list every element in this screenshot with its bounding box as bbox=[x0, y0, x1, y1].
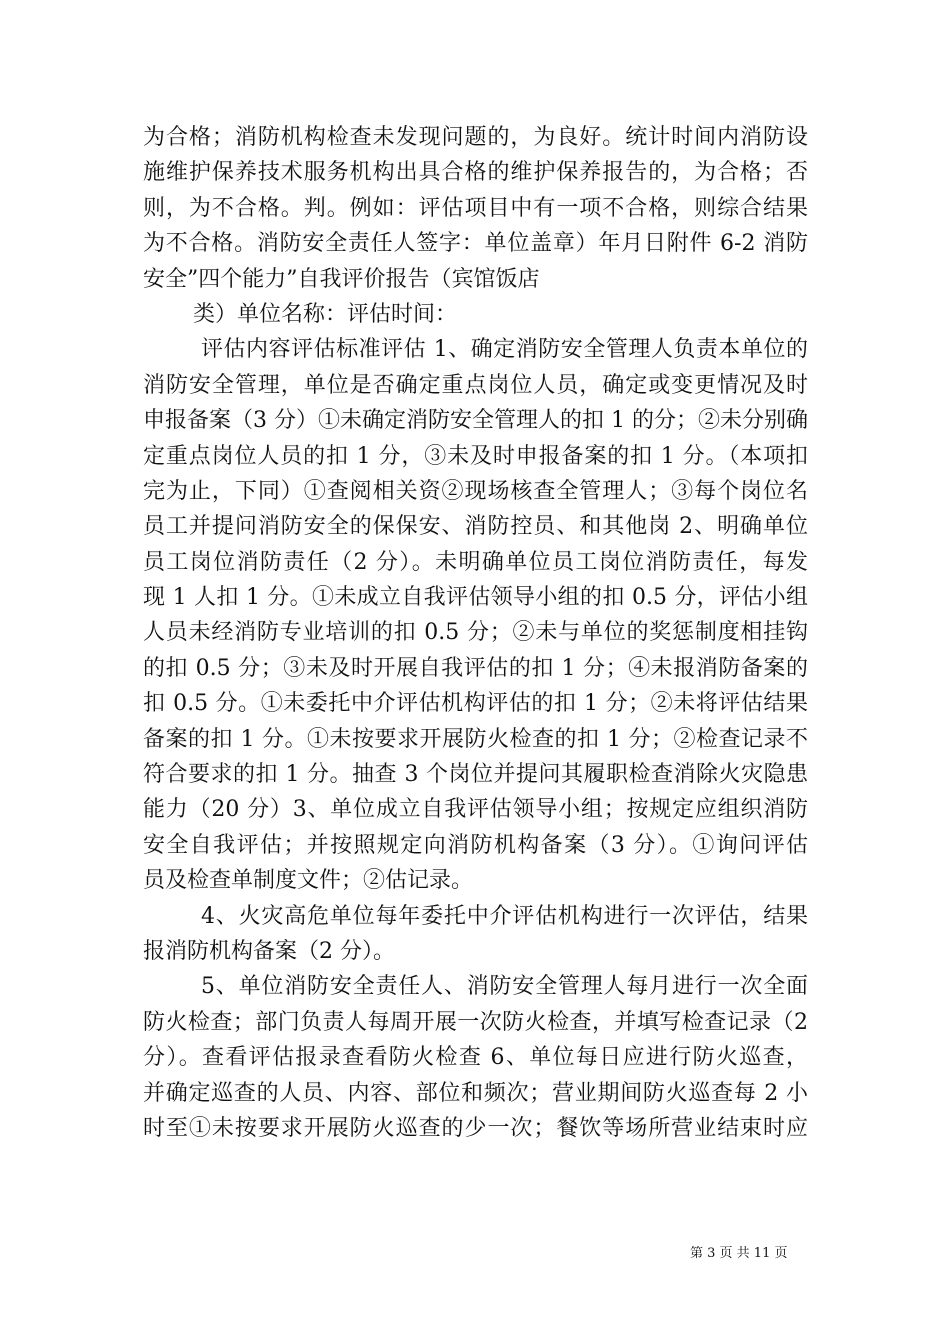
text-line: 申报备案（3 分）①未确定消防安全管理人的扣 1 的分；②未分别确 bbox=[143, 408, 808, 434]
text-line: 为不合格。消防安全责任人签字：单位盖章）年月日附件 6-2 消防 bbox=[143, 231, 808, 257]
paragraph-first-line: 5、单位消防安全责任人、消防安全管理人每月进行一次全面 bbox=[201, 974, 808, 1000]
text-line: 扣 0.5 分。①未委托中介评估机构评估的扣 1 分；②未将评估结果 bbox=[143, 691, 808, 717]
text-line: 则，为不合格。判。例如：评估项目中有一项不合格，则综合结果 bbox=[143, 195, 808, 221]
body-text bbox=[143, 120, 808, 1146]
text-line: 分）。查看评估报录查看防火检查 6、单位每日应进行防火巡查， bbox=[143, 1045, 808, 1071]
text-line: 员工并提问消防安全的保保安、消防控员、和其他岗 2、明确单位 bbox=[143, 514, 808, 540]
text-line: 类）单位名称：评估时间： bbox=[193, 301, 458, 327]
text-line: 并确定巡查的人员、内容、部位和频次；营业期间防火巡查每 2 小 bbox=[143, 1080, 808, 1106]
text-line: 的扣 0.5 分；③未及时开展自我评估的扣 1 分；④未报消防备案的 bbox=[143, 655, 808, 681]
text-line: 消防安全管理，单位是否确定重点岗位人员，确定或变更情况及时 bbox=[143, 372, 808, 398]
text-line: 防火检查；部门负责人每周开展一次防火检查，并填写检查记录（2 bbox=[143, 1009, 808, 1035]
text-line: 员工岗位消防责任（2 分）。未明确单位员工岗位消防责任，每发 bbox=[143, 549, 808, 575]
text-line: 能力（20 分）3、单位成立自我评估领导小组；按规定应组织消防 bbox=[143, 797, 808, 823]
text-line: 现 1 人扣 1 分。①未成立自我评估领导小组的扣 0.5 分，评估小组 bbox=[143, 585, 808, 611]
text-line: 报消防机构备案（2 分）。 bbox=[143, 938, 395, 964]
paragraph-first-line: 评估内容评估标准评估 1、确定消防安全管理人负责本单位的 bbox=[201, 337, 808, 363]
text-line: 员及检查单制度文件；②估记录。 bbox=[143, 868, 474, 894]
text-line: 符合要求的扣 1 分。抽查 3 个岗位并提问其履职检查消除火灾隐患 bbox=[143, 762, 808, 788]
text-line: 完为止，下同）①查阅相关资②现场核查全管理人；③每个岗位名 bbox=[143, 478, 808, 504]
page-number-footer: 第 3 页 共 11 页 bbox=[690, 1246, 788, 1261]
text-line: 施维护保养技术服务机构出具合格的维护保养报告的，为合格；否 bbox=[143, 160, 808, 186]
text-line: 定重点岗位人员的扣 1 分，③未及时申报备案的扣 1 分。（本项扣 bbox=[143, 443, 808, 469]
text-line: 为合格；消防机构检查未发现问题的，为良好。统计时间内消防设 bbox=[143, 125, 808, 150]
text-line: 安全”四个能力”自我评价报告（宾馆饭店 bbox=[143, 266, 540, 292]
text-line: 人员未经消防专业培训的扣 0.5 分；②未与单位的奖惩制度相挂钩 bbox=[143, 620, 808, 646]
text-line: 时至①未按要求开展防火巡查的少一次；餐饮等场所营业结束时应 bbox=[143, 1115, 808, 1141]
text-line: 备案的扣 1 分。①未按要求开展防火检查的扣 1 分；②检查记录不 bbox=[143, 726, 808, 752]
text-line: 安全自我评估；并按照规定向消防机构备案（3 分）。①询问评估 bbox=[143, 832, 808, 858]
paragraph-first-line: 4、火灾高危单位每年委托中介评估机构进行一次评估，结果 bbox=[201, 903, 808, 929]
